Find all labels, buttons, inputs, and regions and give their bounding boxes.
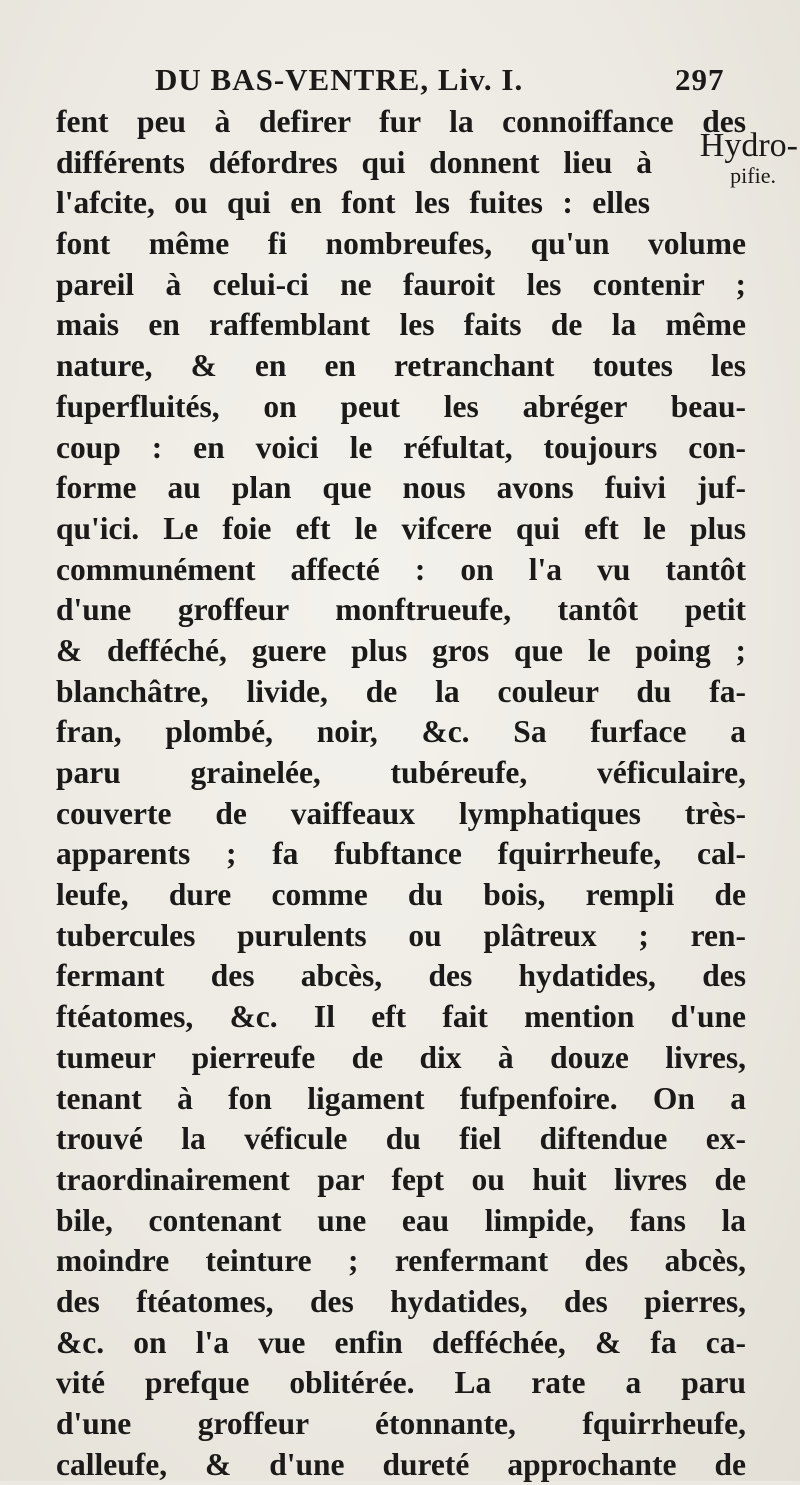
text-line: leufe, dure comme du bois, rempli de [56, 877, 746, 913]
text-line: fran, plombé, noir, &c. Sa furface a [56, 714, 746, 750]
text-line: apparents ; fa fubftance fquirrheufe, cal- [56, 836, 746, 872]
text-line: d'une groffeur étonnante, fquirrheufe, [56, 1406, 746, 1441]
margin-note-line-2: pifie. [730, 163, 776, 188]
margin-note-line-1: Hydro- [699, 127, 798, 164]
running-head: DU BAS-VENTRE, Liv. I. [155, 62, 524, 97]
text-line: pareil à celui-ci ne fauroit les contenir ; [56, 266, 746, 302]
page-number: 297 [675, 62, 725, 97]
body-text [56, 102, 746, 1485]
text-line: vité prefque oblitérée. La rate a paru [56, 1365, 746, 1401]
text-line: &c. on l'a vue enfin defféchée, & fa ca- [56, 1324, 746, 1360]
text-line: forme au plan que nous avons fuivi juf- [56, 470, 746, 506]
text-line: fermant des abcès, des hydatides, des [56, 958, 746, 994]
text-line: trouvé la véficule du fiel diftendue ex- [56, 1121, 746, 1157]
text-line: ftéatomes, &c. Il eft fait mention d'une [56, 999, 746, 1035]
text-line: tubercules purulents ou plâtreux ; ren- [56, 917, 746, 953]
text-line: communément affecté : on l'a vu tantôt [56, 551, 746, 587]
text-line: bile, contenant une eau limpide, fans la [56, 1202, 746, 1238]
text-line: paru grainelée, tubéreufe, véficulaire, [56, 755, 746, 790]
text-line: l'afcite, ou qui en font les fuites : elles [56, 185, 650, 221]
text-line: traordinairement par fept ou huit livres de [56, 1161, 746, 1197]
text-line: & defféché, guere plus gros que le poing ; [56, 632, 746, 668]
text-line: des ftéatomes, des hydatides, des pierres, [56, 1283, 746, 1319]
text-line: coup : en voici le réfultat, toujours con- [56, 429, 746, 465]
text-line: tenant à fon ligament fufpenfoire. On a [56, 1080, 746, 1116]
text-line: tumeur pierreufe de dix à douze livres, [56, 1039, 746, 1075]
text-line: calleufe, & d'une dureté approchante de [56, 1446, 746, 1482]
text-line: nature, & en en retranchant toutes les [56, 348, 746, 384]
text-line: différents défordres qui donnent lieu à [56, 144, 652, 180]
text-line: blanchâtre, livide, de la couleur du fa- [56, 673, 746, 709]
text-line: moindre teinture ; renfermant des abcès, [56, 1243, 746, 1279]
text-line: d'une groffeur monftrueufe, tantôt petit [56, 592, 746, 628]
text-line: mais en raffemblant les faits de la même [56, 307, 746, 343]
text-line: fent peu à defirer fur la connoiffance des [56, 104, 746, 139]
text-line: font même fi nombreufes, qu'un volume [56, 226, 746, 262]
text-line: qu'ici. Le foie eft le vifcere qui eft le plus [56, 510, 746, 546]
text-line: fuperfluités, on peut les abréger beau- [56, 388, 746, 424]
page-header [155, 62, 725, 102]
text-line: couverte de vaiffeaux lymphatiques très- [56, 795, 746, 831]
